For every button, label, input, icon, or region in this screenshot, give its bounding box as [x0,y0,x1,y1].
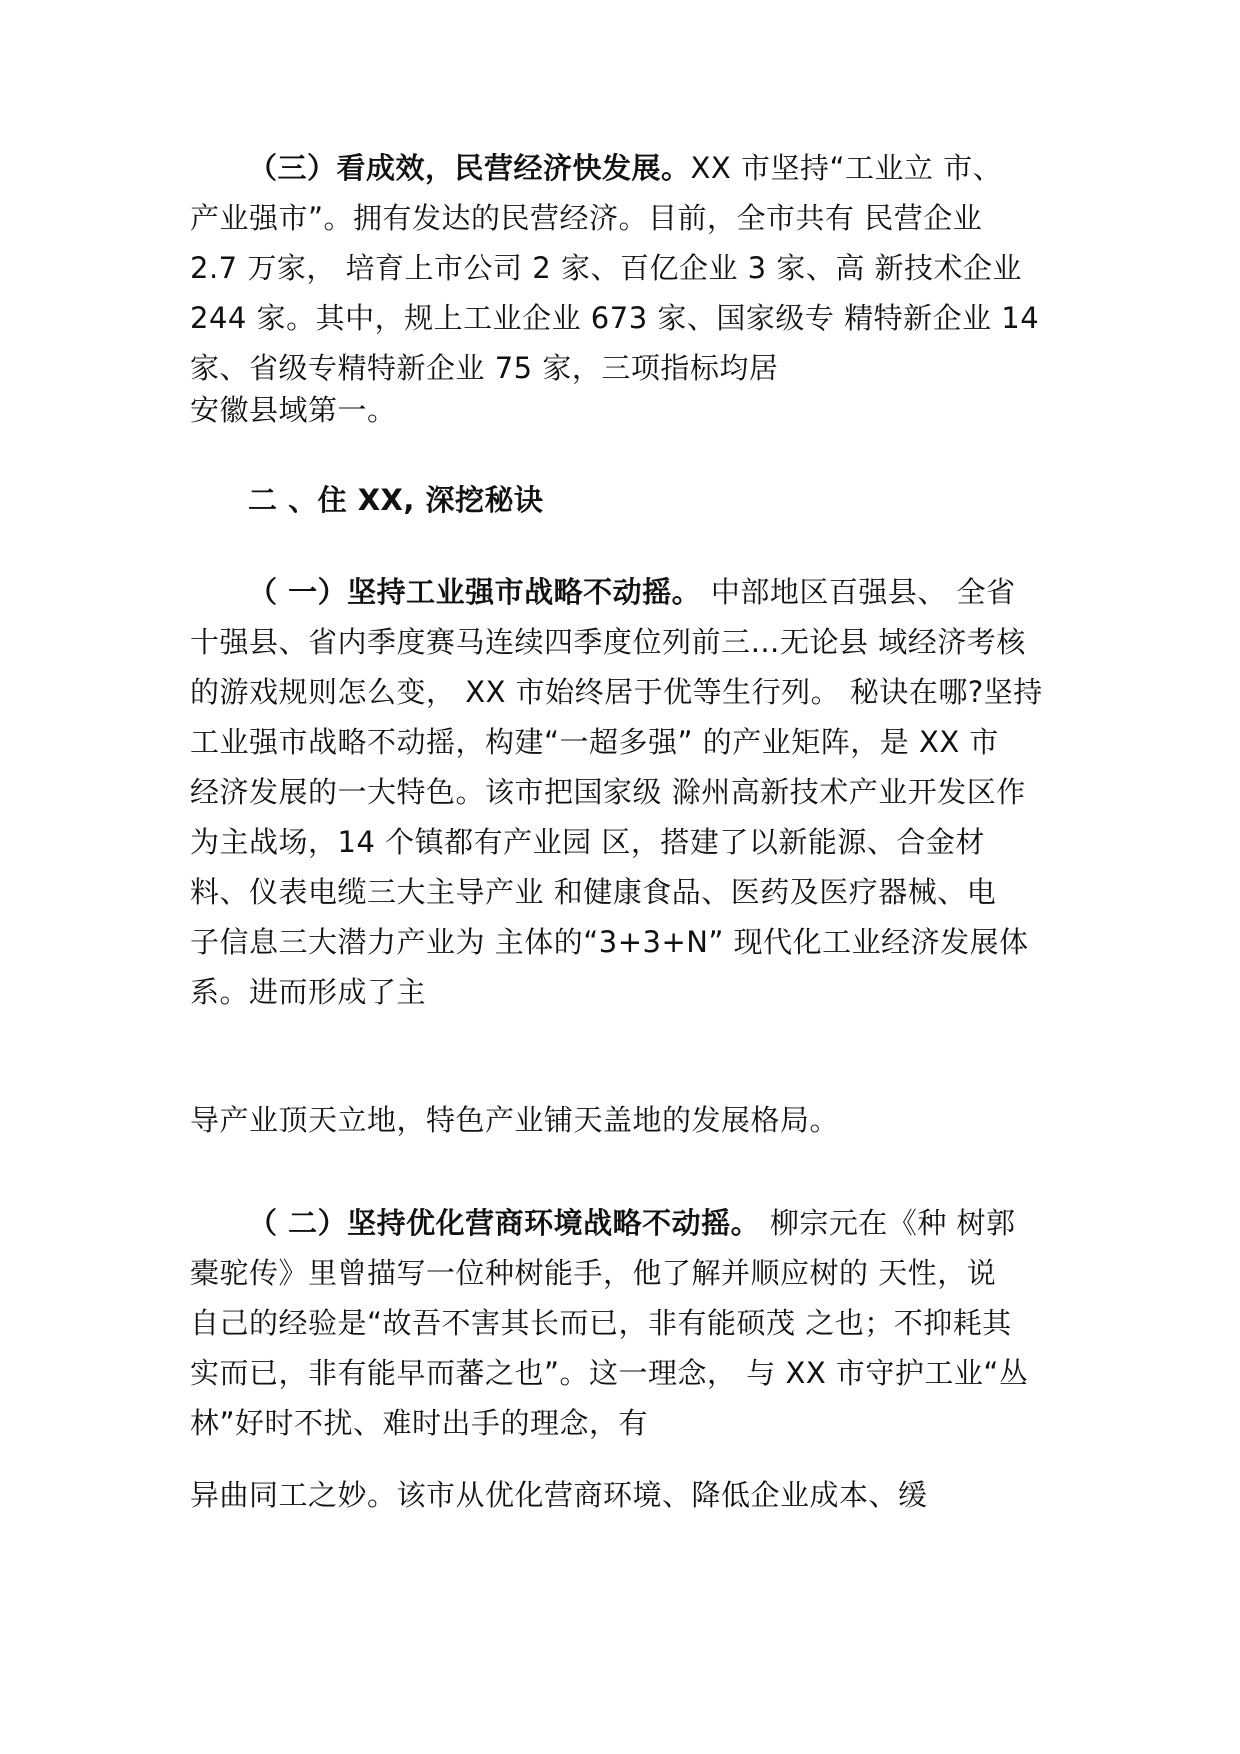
paragraph-section-1 [190,567,1090,1017]
paragraph-section-2-tail [190,1470,1090,1520]
part-2-heading-block [190,475,1090,525]
paragraph-section-1-tail [190,1095,1090,1145]
section-2-line-4: 实而已，非有能早而蕃之也”。这一理念， 与 XX 市守护工业“丛 [190,1356,1029,1390]
paragraph-section-3 [190,143,1090,393]
section-1-line-6: 为主战场，14 个镇都有产业园 区，搭建了以新能源、合金材 [190,825,985,859]
section-2-heading: （ 二）坚持优化营商环境战略不动摇。 [248,1206,761,1240]
paragraph-section-3-tail [190,385,1090,435]
section-1-line-9: 系。进而形成了主 [190,975,427,1009]
section-2-line-2: 橐驼传》里曾描写一位种树能手，他了解并顺应树的 天性，说 [190,1256,997,1290]
section-1-line-4: 工业强市战略不动摇，构建“一超多强” 的产业矩阵，是 XX 市 [190,725,999,759]
part-2-heading: 二 、住 XX, 深挖秘诀 [248,483,544,517]
section-2-line-3: 自己的经验是“故吾不害其长而已，非有能硕茂 之也；不抑耗其 [190,1306,1012,1340]
section-3-heading: （三）看成效，民营经济快发展。 [248,151,691,185]
section-2-line-5: 林”好时不扰、难时出手的理念，有 [190,1406,649,1440]
section-1-line-5: 经济发展的一大特色。该市把国家级 滁州高新技术产业开发区作 [190,775,1026,809]
section-1-line-2: 十强县、省内季度赛马连续四季度位列前三…无论县 域经济考核 [190,625,1026,659]
section-3-line-4: 244 家。其中，规上工业企业 673 家、国家级专 精特新企业 14 [190,301,1040,335]
section-2-line-1: 柳宗元在《种 树郭 [760,1206,1016,1240]
section-1-heading: （ 一）坚持工业强市战略不动摇。 [248,575,702,609]
section-2-tail: 异曲同工之妙。该市从优化营商环境、降低企业成本、缓 [190,1478,928,1512]
section-1-line-8: 子信息三大潜力产业为 主体的“3+3+N” 现代化工业经济发展体 [190,925,1029,959]
section-3-line-5: 家、省级专精特新企业 75 家，三项指标均居 [190,351,779,385]
section-1-tail: 导产业顶天立地，特色产业铺天盖地的发展格局。 [190,1103,840,1137]
paragraph-section-2 [190,1198,1090,1448]
section-1-line-1: 中部地区百强县、 全省 [701,575,1016,609]
section-3-line-3: 2.7 万家， 培育上市公司 2 家、百亿企业 3 家、高 新技术企业 [190,251,1023,285]
section-3-tail: 安徽县域第一。 [190,393,397,427]
section-1-line-7: 料、仪表电缆三大主导产业 和健康食品、医药及医疗器械、电 [190,875,997,909]
section-3-line-1: XX 市坚持“工业立 市、 [690,151,1003,185]
section-3-line-2: 产业强市”。拥有发达的民营经济。目前，全市共有 民营企业 [190,201,983,235]
section-1-line-3: 的游戏规则怎么变， XX 市始终居于优等生行列。 秘诀在哪?坚持 [190,675,1043,709]
